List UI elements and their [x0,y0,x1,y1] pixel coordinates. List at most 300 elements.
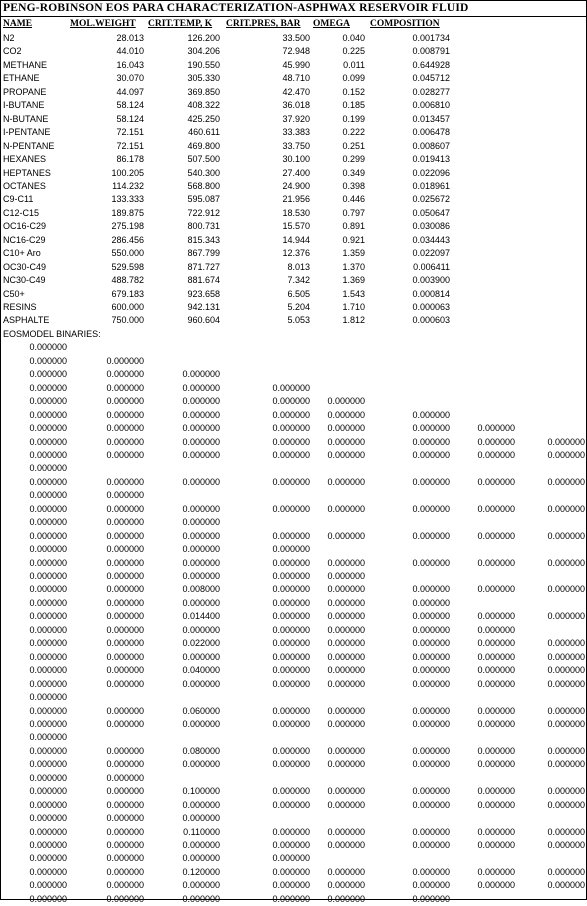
binary-cell: 0.000000 [547,503,585,514]
binary-cell: 0.000000 [29,638,67,649]
binary-cell: 0.000000 [106,840,144,850]
component-name: C9-C11 [3,194,34,205]
cell-crit-temp: 881.674 [187,275,220,286]
cell-crit-temp: 815.343 [187,234,220,245]
binary-row [0,476,587,489]
cell-omega: 0.222 [342,127,365,138]
binary-cell: 0.000000 [327,718,365,729]
component-row [0,153,587,166]
binary-cell: 0.000000 [477,678,515,689]
binary-cell: 0.000000 [182,893,220,904]
binary-row [0,718,587,731]
binary-cell: 0.000000 [29,893,67,904]
component-name: OC16-C29 [3,221,47,232]
component-name: ETHANE [3,73,40,84]
binary-cell: 0.008000 [182,584,220,595]
header-crit-temp: CRIT.TEMP, K [148,19,213,29]
component-name: ASPHALTE [3,315,50,326]
binary-cell: 0.000000 [29,490,67,501]
binary-cell: 0.000000 [29,799,67,810]
binary-cell: 0.000000 [547,759,585,770]
document-title: PENG-ROBINSON EOS PARA CHARACTERIZATION-ASPHWAX RESERVOIR FLUID [3,2,469,14]
binary-cell: 0.000000 [106,396,144,407]
binary-cell: 0.000000 [272,544,310,555]
cell-mol-weight: 600.000 [111,302,144,312]
binary-cell: 0.000000 [412,678,450,689]
binary-cell: 0.000000 [547,449,585,460]
cell-mol-weight: 100.205 [111,167,144,178]
cell-composition: 0.006411 [413,261,450,272]
binary-cell: 0.000000 [272,678,310,689]
binary-cell: 0.000000 [29,866,67,877]
binary-row [0,516,587,529]
binary-cell: 0.000000 [547,638,585,649]
cell-composition: 0.025672 [412,194,450,205]
cell-crit-pres: 42.470 [282,86,310,97]
cell-omega: 1.543 [342,288,365,299]
binary-cell: 0.000000 [106,826,144,837]
header-crit-pres: CRIT.PRES, BAR [226,19,301,29]
binary-cell: 0.000000 [477,423,515,434]
component-name: C10+ Aro [3,248,41,259]
binary-cell: 0.000000 [106,799,144,810]
binary-row [0,543,587,556]
binary-cell: 0.000000 [106,786,144,797]
cell-crit-pres: 21.956 [282,194,310,205]
cell-omega: 0.251 [342,140,365,151]
binary-cell: 0.000000 [272,638,310,649]
binary-cell: 0.000000 [547,705,585,716]
component-name: N-PENTANE [3,140,55,151]
cell-crit-pres: 5.204 [287,302,310,312]
component-name: HEXANES [3,154,47,165]
binary-cell: 0.000000 [106,557,144,568]
binary-row [0,852,587,865]
cell-composition: 0.050647 [412,207,450,218]
cell-mol-weight: 114.232 [112,180,144,191]
binary-cell: 0.000000 [106,893,144,904]
cell-composition: 0.008791 [412,46,450,57]
binary-cell: 0.000000 [182,382,220,393]
binary-cell: 0.000000 [272,382,310,393]
component-name: N-BUTANE [3,113,49,124]
binary-cell: 0.000000 [412,409,450,420]
binary-cell: 0.000000 [327,409,365,420]
binary-cell: 0.000000 [106,423,144,434]
cell-omega: 0.398 [342,180,365,191]
cell-omega: 0.349 [342,167,365,178]
cell-crit-pres: 72.948 [282,46,310,57]
binary-cell: 0.000000 [272,893,310,904]
component-row [0,247,587,260]
binary-cell: 0.000000 [182,759,220,770]
binary-cell: 0.000000 [412,638,450,649]
binary-cell: 0.000000 [106,382,144,393]
binary-row [0,395,587,408]
binary-cell: 0.000000 [106,866,144,877]
binary-cell: 0.000000 [106,517,144,528]
binary-cell: 0.000000 [327,893,365,904]
binary-cell: 0.000000 [182,571,220,581]
component-row [0,220,587,233]
cell-composition: 0.018961 [412,180,450,191]
cell-crit-pres: 45.990 [282,59,310,70]
binary-cell: 0.000000 [327,557,365,568]
binary-cell: 0.000000 [272,745,310,756]
cell-crit-temp: 305.330 [187,73,220,84]
binary-cell: 0.100000 [182,786,220,797]
binary-cell: 0.000000 [29,665,67,676]
binary-row [0,705,587,718]
binary-cell: 0.000000 [29,611,67,622]
binary-cell: 0.000000 [272,449,310,460]
binary-row [0,355,587,368]
binary-cell: 0.000000 [29,745,67,756]
header-omega: OMEGA [313,19,350,29]
binary-cell: 0.000000 [477,651,515,662]
binary-cell: 0.000000 [182,799,220,810]
binary-cell: 0.000000 [182,597,220,608]
cell-crit-pres: 18.530 [282,207,310,218]
binary-cell: 0.000000 [477,624,515,635]
cell-composition: 0.045712 [412,73,450,84]
component-row [0,140,587,153]
binary-cell: 0.000000 [327,705,365,716]
component-name: C50+ [3,288,25,299]
binary-cell: 0.000000 [182,530,220,541]
cell-crit-pres: 27.400 [282,167,310,178]
binary-cell: 0.110000 [183,826,220,837]
binary-cell: 0.000000 [29,732,67,743]
binary-cell: 0.000000 [412,786,450,797]
binary-cell: 0.000000 [106,624,144,635]
cell-crit-temp: 469.800 [187,140,220,151]
cell-mol-weight: 58.124 [116,100,144,111]
binary-cell: 0.000000 [412,745,450,756]
binary-cell: 0.000000 [547,718,585,729]
binary-row [0,758,587,771]
binary-cell: 0.000000 [477,705,515,716]
cell-crit-temp: 960.604 [187,315,220,326]
component-name: PROPANE [3,86,47,97]
binary-cell: 0.000000 [547,880,585,891]
binary-cell: 0.000000 [327,826,365,837]
binary-cell: 0.000000 [272,665,310,676]
binary-cell: 0.000000 [272,826,310,837]
binary-cell: 0.000000 [327,840,365,850]
cell-crit-temp: 595.087 [187,194,220,205]
binary-cell: 0.000000 [106,759,144,770]
binary-cell: 0.000000 [106,611,144,622]
cell-omega: 0.446 [342,194,365,205]
cell-crit-temp: 540.300 [187,167,220,178]
cell-crit-pres: 14.944 [282,234,310,245]
binary-cell: 0.000000 [327,476,365,487]
binary-cell: 0.000000 [477,638,515,649]
binary-row [0,812,587,825]
binary-cell: 0.000000 [327,638,365,649]
cell-composition: 0.000603 [412,315,450,326]
binary-cell: 0.000000 [182,369,220,380]
cell-mol-weight: 30.070 [116,73,144,84]
binary-cell: 0.000000 [29,463,67,474]
binary-cell: 0.000000 [412,597,450,608]
binary-cell: 0.000000 [106,880,144,891]
binary-cell: 0.000000 [106,436,144,447]
binary-row [0,462,587,475]
component-row [0,32,587,45]
binary-cell: 0.000000 [272,853,310,864]
binary-cell: 0.000000 [477,665,515,676]
binary-cell: 0.000000 [547,665,585,676]
cell-mol-weight: 44.010 [116,46,144,57]
binary-cell: 0.000000 [412,436,450,447]
cell-composition: 0.008607 [412,140,450,151]
cell-composition: 0.006478 [412,127,450,138]
binary-cell: 0.000000 [547,436,585,447]
cell-crit-temp: 425.250 [187,113,220,124]
component-name: HEPTANES [3,167,51,178]
binary-cell: 0.000000 [29,382,67,393]
binary-cell: 0.000000 [29,759,67,770]
binary-cell: 0.000000 [272,611,310,622]
cell-mol-weight: 133.333 [111,194,144,205]
binary-cell: 0.000000 [412,759,450,770]
cell-composition: 0.030086 [412,221,450,232]
binary-row [0,637,587,650]
cell-crit-pres: 37.920 [282,113,310,124]
cell-composition: 0.000814 [412,288,450,299]
component-name: I-PENTANE [3,127,51,138]
binary-cell: 0.000000 [106,745,144,756]
binary-cell: 0.000000 [477,840,515,850]
binary-cell: 0.000000 [412,611,450,622]
binary-cell: 0.000000 [272,530,310,541]
binary-cell: 0.000000 [106,718,144,729]
cell-omega: 0.152 [342,86,365,97]
cell-mol-weight: 16.043 [116,59,144,70]
binary-row [0,570,587,583]
binary-cell: 0.000000 [106,449,144,460]
binary-cell: 0.000000 [412,705,450,716]
cell-crit-temp: 460.611 [188,127,220,138]
binary-cell: 0.000000 [182,517,220,528]
binary-cell: 0.000000 [477,786,515,797]
cell-mol-weight: 750.000 [111,315,144,326]
binary-cell: 0.000000 [106,369,144,380]
binary-cell: 0.000000 [106,772,144,783]
binary-cell: 0.000000 [412,826,450,837]
cell-mol-weight: 275.198 [111,221,144,232]
cell-crit-pres: 36.018 [282,100,310,111]
component-name: METHANE [3,59,48,70]
binary-cell: 0.000000 [412,557,450,568]
component-row [0,314,587,327]
cell-crit-pres: 5.053 [287,315,310,326]
binary-row [0,341,587,354]
binary-cell: 0.000000 [547,840,585,850]
binary-row [0,691,587,704]
binary-cell: 0.000000 [477,436,515,447]
binary-cell: 0.000000 [272,571,310,581]
component-name: NC16-C29 [3,234,46,245]
binary-cell: 0.000000 [477,745,515,756]
component-row [0,72,587,85]
binary-cell: 0.000000 [412,651,450,662]
binary-cell: 0.000000 [272,705,310,716]
binary-cell: 0.000000 [106,530,144,541]
binary-cell: 0.000000 [327,651,365,662]
binary-cell: 0.000000 [272,584,310,595]
binary-cell: 0.000000 [412,880,450,891]
binary-row [0,893,587,906]
binary-cell: 0.000000 [412,718,450,729]
binary-cell: 0.000000 [29,342,67,353]
component-row [0,167,587,180]
binary-cell: 0.000000 [182,503,220,514]
binary-cell: 0.022000 [182,638,220,649]
component-name: OC30-C49 [3,261,47,272]
binary-row [0,503,587,516]
binary-row [0,772,587,785]
binary-cell: 0.000000 [182,840,220,850]
binary-cell: 0.000000 [547,786,585,797]
binary-cell: 0.000000 [29,651,67,662]
binary-cell: 0.000000 [106,597,144,608]
binary-row [0,866,587,879]
cell-crit-pres: 48.710 [282,73,310,84]
cell-mol-weight: 28.013 [116,33,144,43]
binary-row [0,651,587,664]
binary-cell: 0.000000 [477,718,515,729]
binary-cell: 0.000000 [182,436,220,447]
title-divider [0,16,587,17]
component-name: NC30-C49 [3,275,46,286]
binary-cell: 0.000000 [272,786,310,797]
cell-crit-temp: 800.731 [187,221,220,232]
binary-cell: 0.000000 [106,651,144,662]
binary-cell: 0.000000 [106,490,144,501]
cell-omega: 0.891 [342,221,365,232]
binary-cell: 0.000000 [106,678,144,689]
cell-crit-pres: 33.383 [282,127,310,138]
binary-cell: 0.000000 [547,866,585,877]
binary-row [0,597,587,610]
binary-cell: 0.000000 [29,840,67,850]
binary-cell: 0.000000 [182,396,220,407]
binary-cell: 0.000000 [29,355,67,366]
binary-cell: 0.000000 [182,813,220,824]
cell-omega: 0.199 [342,113,365,124]
binary-cell: 0.000000 [29,530,67,541]
component-name: CO2 [3,46,22,57]
binary-cell: 0.000000 [29,503,67,514]
binary-row [0,785,587,798]
component-name: N2 [3,33,15,43]
binary-cell: 0.000000 [412,423,450,434]
cell-crit-pres: 7.342 [287,275,310,286]
cell-crit-temp: 942.131 [187,302,220,312]
cell-crit-pres: 8.013 [287,261,310,272]
binary-cell: 0.000000 [327,745,365,756]
binary-row [0,368,587,381]
binary-row [0,610,587,623]
binary-row [0,409,587,422]
binary-cell: 0.000000 [327,880,365,891]
cell-crit-temp: 304.206 [187,46,220,57]
binary-cell: 0.000000 [272,718,310,729]
binary-row [0,624,587,637]
binary-cell: 0.000000 [477,503,515,514]
binary-cell: 0.000000 [477,826,515,837]
cell-omega: 1.812 [342,315,365,326]
header-mol-weight: MOL.WEIGHT [70,19,136,29]
binary-cell: 0.000000 [327,611,365,622]
component-row [0,301,587,314]
cell-crit-pres: 33.750 [282,140,310,151]
binary-cell: 0.000000 [477,476,515,487]
binary-cell: 0.000000 [182,880,220,891]
binary-cell: 0.000000 [29,786,67,797]
component-row [0,274,587,287]
binary-row [0,826,587,839]
binary-cell: 0.000000 [182,449,220,460]
cell-omega: 0.011 [343,59,365,70]
cell-mol-weight: 58.124 [116,113,144,124]
cell-composition: 0.644928 [412,59,450,70]
binary-cell: 0.000000 [547,611,585,622]
binary-cell: 0.000000 [412,476,450,487]
binary-cell: 0.000000 [272,557,310,568]
binary-cell: 0.000000 [29,826,67,837]
binary-row [0,799,587,812]
binary-cell: 0.000000 [29,597,67,608]
binary-cell: 0.000000 [477,866,515,877]
binary-row [0,839,587,852]
binary-cell: 0.000000 [412,893,450,904]
binary-cell: 0.000000 [412,665,450,676]
binary-cell: 0.000000 [182,624,220,635]
binary-cell: 0.000000 [547,476,585,487]
cell-crit-temp: 568.800 [187,180,220,191]
component-row [0,113,587,126]
binary-cell: 0.000000 [272,624,310,635]
binary-row [0,664,587,677]
cell-composition: 0.034443 [412,234,450,245]
component-row [0,180,587,193]
binary-cell: 0.000000 [412,503,450,514]
binary-cell: 0.000000 [29,436,67,447]
binary-cell: 0.000000 [477,759,515,770]
binary-cell: 0.000000 [29,718,67,729]
binary-cell: 0.000000 [29,517,67,528]
binary-cell: 0.000000 [327,571,365,581]
binary-row [0,422,587,435]
header-name: NAME [3,19,33,29]
binary-cell: 0.000000 [272,503,310,514]
binary-cell: 0.000000 [106,571,144,581]
binary-cell: 0.000000 [272,759,310,770]
binary-row [0,745,587,758]
binary-cell: 0.000000 [477,584,515,595]
binary-cell: 0.000000 [327,449,365,460]
binary-cell: 0.000000 [106,409,144,420]
binary-cell: 0.000000 [106,584,144,595]
cell-composition: 0.022097 [412,248,450,259]
binary-cell: 0.000000 [29,880,67,891]
cell-mol-weight: 72.151 [116,127,144,138]
binary-cell: 0.000000 [182,718,220,729]
